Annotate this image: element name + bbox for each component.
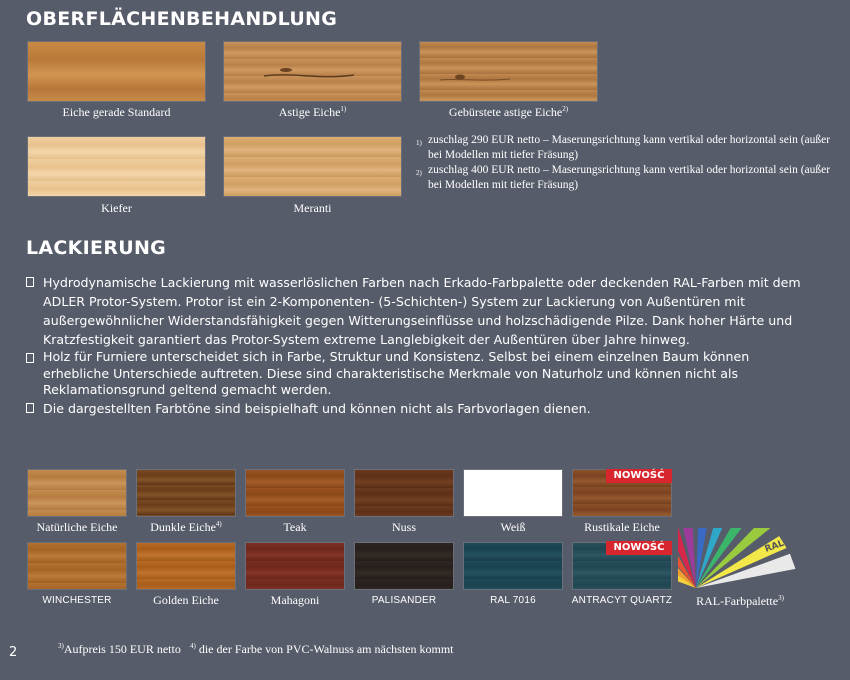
finish-swatch-eiche-standard: [27, 41, 206, 102]
finish-label: Gebürstete astige Eiche$^{2)}$: [448, 105, 569, 119]
ral-color-fan-icon: [678, 528, 802, 594]
finish-swatch-gebuerstete-eiche: [419, 41, 598, 102]
bullet-list: [26, 273, 811, 418]
new-badge: NOWOŚĆ: [606, 541, 672, 555]
bullet-item: Hydrodynamische Lackierung mit wasserlöslichen Farben nach Erkado-Farbpalette oder deckenden RAL-Farben mit dem ADLER Protor-System. Protor ist ein 2-Komponenten- (5-Schichten-) System zur Lackierung von Außentüren mit außergewöhnlicher Widerstandsfähigkeit gegen Witterungseinflüsse und holzschädigende Pilze. Dank hoher Härte und Kratzfestigkeit garantiert das Protor-System extreme Langlebigkeit der Außentüren über Jahre hinweg.: [26, 273, 811, 349]
color-label: RAL-Farbpalette$^{3)}$: [696, 594, 784, 608]
color-label: Teak: [283, 520, 307, 534]
wood-knot-crack: [224, 42, 401, 101]
note-item: 2) zuschlag 400 EUR netto – Maserungsrichtung kann vertikal oder horizontal sein (außer bei Modellen mit tiefer Fräsung): [416, 164, 831, 191]
bullet-item: Die dargestellten Farbtöne sind beispielhaft und können nicht als Farbvorlagen dienen.: [26, 399, 811, 418]
ral-fan-text: RAL: [763, 538, 786, 555]
finish-label: Meranti: [293, 201, 332, 215]
color-label: ANTRACYT QUARTZ: [571, 595, 673, 606]
color-label: WINCHESTER: [42, 595, 112, 606]
wood-knot: [420, 42, 597, 101]
finish-label: Astige Eiche$^{1)}$: [278, 105, 347, 119]
color-swatch-golden-eiche: [136, 542, 236, 590]
color-label: Mahagoni: [270, 593, 320, 607]
color-swatch-ral-7016: [463, 542, 563, 590]
color-swatch-nuss: [354, 469, 454, 517]
finish-label: Kiefer: [101, 201, 132, 215]
color-label: Nuss: [391, 520, 416, 534]
finish-swatch-kiefer: [27, 136, 206, 197]
finish-swatch-astige-eiche: [223, 41, 402, 102]
bullet-marker: [26, 277, 34, 287]
bullet-item: Holz für Furniere unterscheidet sich in Farbe, Struktur und Konsistenz. Selbst bei einem einzelnen Baum können erhebliche Unterschiede auftreten. Diese sind charakteristische Merkmale von Naturholz und können nicht als Reklamationsgrund geltend gemacht werden.: [26, 349, 811, 399]
note-item: 1) zuschlag 290 EUR netto – Maserungsrichtung kann vertikal oder horizontal sein (außer bei Modellen mit tiefer Fräsung): [416, 134, 831, 161]
section-title-surface-treatment: OBERFLÄCHENBEHANDLUNG: [26, 8, 338, 30]
color-label: RAL 7016: [490, 595, 536, 606]
color-swatch-winchester: [27, 542, 127, 590]
color-swatch-mahagoni: [245, 542, 345, 590]
color-swatch-weiss: [463, 469, 563, 517]
finish-swatch-meranti: [223, 136, 402, 197]
new-badge: NOWOŚĆ: [606, 469, 672, 483]
bullet-marker: [26, 403, 34, 413]
footnote-4: $^{4)}$ die der Farbe von PVC-Walnuss am nächsten kommt: [190, 642, 454, 656]
footnote-3: $^{3)}$Aufpreis 150 EUR netto: [58, 642, 181, 656]
color-label: Dunkle Eiche$^{4)}$: [150, 520, 222, 534]
color-label: Weiß: [500, 520, 526, 534]
color-swatch-dunkle-eiche: [136, 469, 236, 517]
page-number: 2: [9, 645, 18, 660]
color-swatch-teak: [245, 469, 345, 517]
surcharge-notes: [416, 133, 836, 193]
finish-label: Eiche gerade Standard: [62, 105, 171, 119]
color-label: Natürliche Eiche: [36, 520, 118, 534]
color-label: Golden Eiche: [153, 593, 219, 607]
color-label: Rustikale Eiche: [584, 520, 660, 534]
color-swatch-palisander: [354, 542, 454, 590]
color-label: PALISANDER: [371, 595, 437, 606]
section-title-lackierung: LACKIERUNG: [26, 237, 167, 259]
bullet-marker: [26, 353, 34, 363]
color-swatch-natuerliche-eiche: [27, 469, 127, 517]
